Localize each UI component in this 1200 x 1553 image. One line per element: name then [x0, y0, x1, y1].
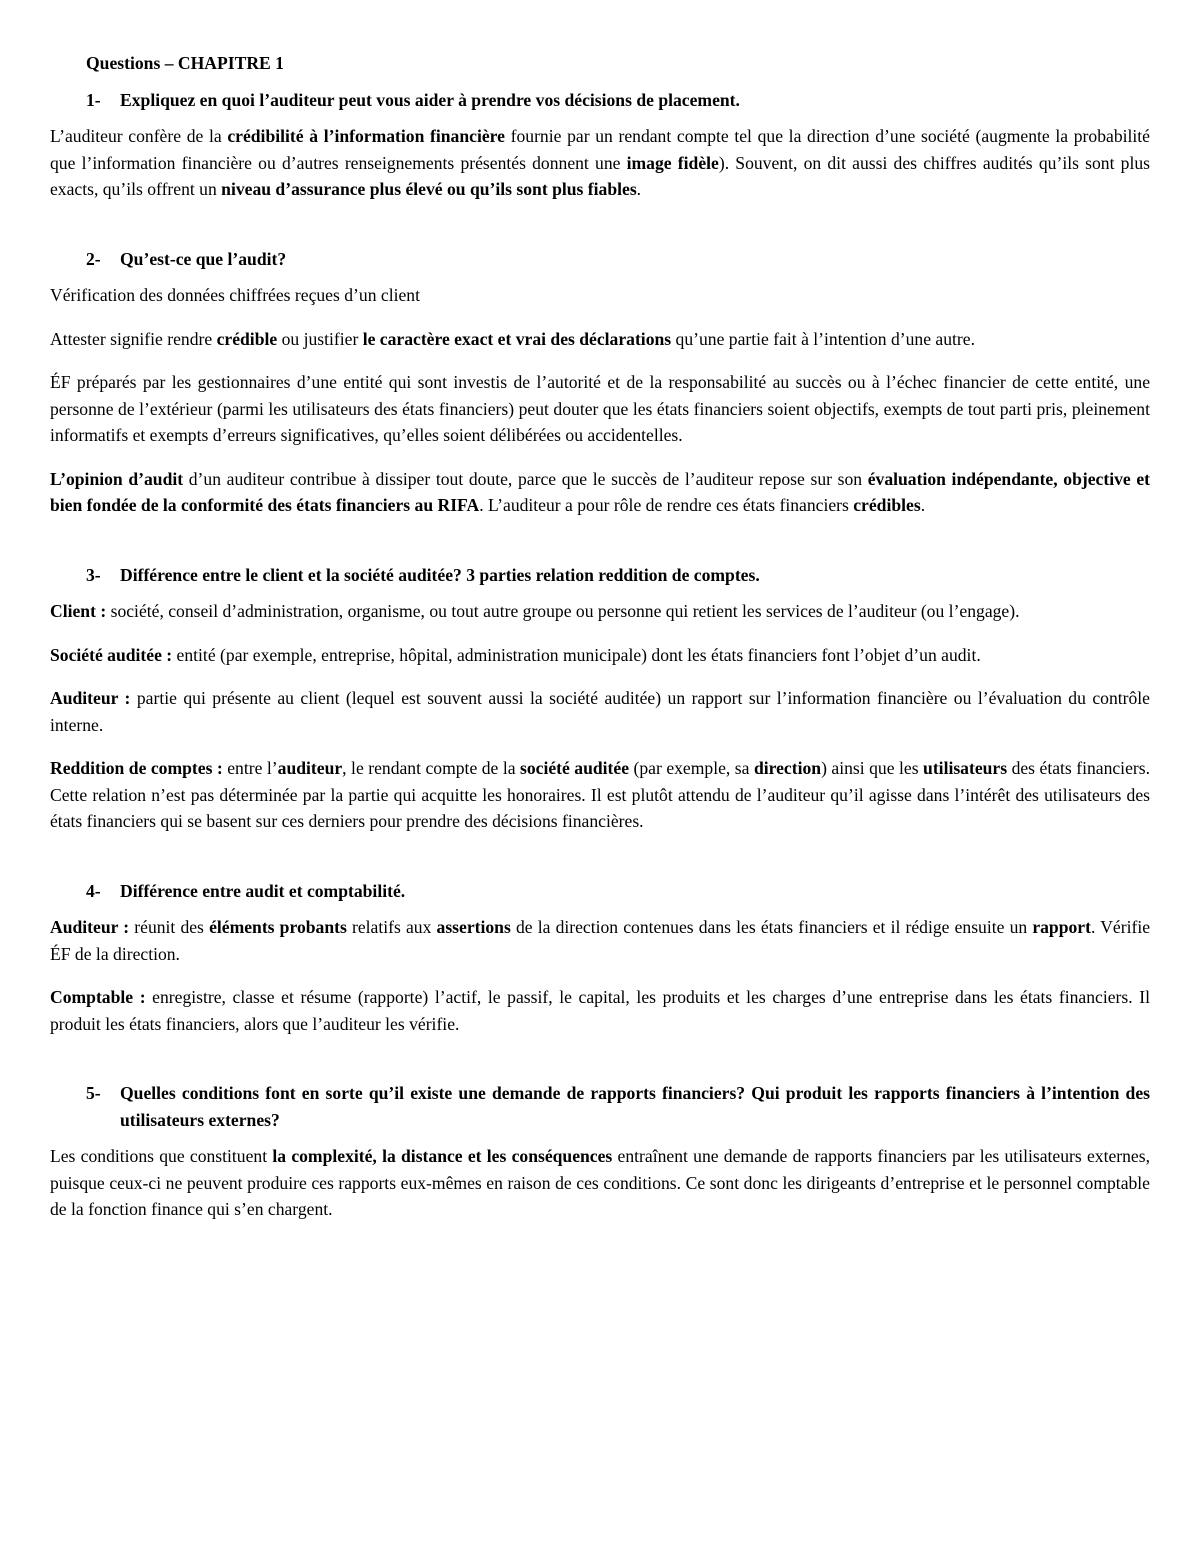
text-run: d’un auditeur contribue à dissiper tout doute, parce que le succès de l’auditeur repose sur son [183, 468, 868, 489]
question-number: 2- [86, 248, 101, 269]
question-heading [86, 1080, 1150, 1133]
text-run: (par exemple, sa [629, 758, 754, 778]
question-text: Quelles conditions font en sorte qu’il existe une demande de rapports financiers? Qui produit les rapports financiers à l’intention des utilisateurs externes? [120, 1083, 1150, 1130]
text-run: . [636, 179, 642, 199]
bold-text: évaluation indépendante, objective et bien fondée de la conformité des états financiers au RIFA [50, 468, 1151, 515]
question-number: 5- [86, 1083, 101, 1103]
section-spacer [50, 852, 1150, 878]
text-run: Attester signifie rendre [50, 328, 217, 349]
question-text: Qu’est-ce que l’audit? [120, 248, 287, 269]
bold-text: éléments probants [209, 917, 347, 937]
text-run: qu’une partie fait à l’intention d’une autre. [671, 328, 975, 349]
text-run: ) ainsi que les [821, 758, 924, 778]
section-spacer [50, 220, 1150, 246]
text-run: , le rendant compte de la [342, 758, 520, 778]
bold-text: rapport [1032, 917, 1091, 937]
text-run: . Vérifie ÉF de la direction. [50, 917, 1151, 964]
text-run: enregistre, classe et résume (rapporte) l’actif, le passif, le capital, les produits et les charges d’une entreprise dans les états financiers. Il produit les états financiers, alors que l’auditeur les vérifie. [50, 987, 1151, 1034]
bold-text: crédibles [853, 495, 921, 515]
text-run: ou justifier [277, 328, 363, 349]
answer-paragraph [50, 123, 1150, 203]
bold-text: Reddition de comptes : [50, 758, 223, 778]
question-heading [86, 87, 1150, 114]
bold-text: utilisateurs [923, 758, 1008, 778]
text-run: ÉF préparés par les gestionnaires d’une entité qui sont investis de l’autorité et de la responsabilité au succès ou à l’échec financier de cette entité, une personne de l’extérieur (parmi les utilisateurs des états financiers) peut douter que les états financiers soient objectifs, exempts de tout parti pris, pleinement informatifs et exempts d’erreurs significatives, qu’elles soient délibérées ou accidentelles. [50, 372, 1150, 445]
answer-paragraph [50, 1143, 1150, 1223]
text-run: entité (par exemple, entreprise, hôpital, administration municipale) dont les états financiers font l’objet d’un audit. [172, 644, 981, 665]
question-heading [86, 878, 1150, 905]
question-number: 1- [86, 89, 101, 110]
text-run: . L’auditeur a pour rôle de rendre ces états financiers [479, 495, 854, 515]
bold-text: Comptable : [50, 987, 146, 1007]
answer-paragraph [50, 282, 1150, 309]
text-run: fournie par un rendant compte tel que la direction d’une société (augmente la probabilité que l’information financière ou d’autres renseignements présentés donnent une [50, 126, 1150, 173]
bold-text: Auditeur : [50, 688, 131, 708]
question-text: Expliquez en quoi l’auditeur peut vous aider à prendre vos décisions de placement. [120, 89, 740, 110]
question-number: 3- [86, 564, 101, 585]
answer-paragraph [50, 369, 1150, 449]
answer-paragraph [50, 642, 1150, 669]
answer-paragraph [50, 914, 1150, 967]
text-run: Vérification des données chiffrées reçues d’un client [50, 285, 420, 305]
bold-text: niveau d’assurance plus élevé ou qu’ils sont plus fiables [221, 179, 637, 199]
answer-paragraph [50, 598, 1150, 625]
bold-text: Société auditée : [50, 644, 173, 665]
answer-paragraph [50, 685, 1150, 738]
question-heading [86, 246, 1150, 273]
text-run: société, conseil d’administration, organisme, ou tout autre groupe ou personne qui retient les services de l’auditeur (ou l’engage). [106, 601, 1020, 621]
question-text: Différence entre le client et la société auditée? 3 parties relation reddition de comptes. [120, 564, 760, 585]
text-run: entre l’ [222, 758, 278, 778]
bold-text: crédible [216, 328, 278, 349]
text-run: réunit des [129, 917, 210, 937]
section-spacer [50, 1054, 1150, 1080]
question-number: 4- [86, 880, 101, 901]
text-run: ). Souvent, on dit aussi des chiffres audités qu’ils sont plus exacts, qu’ils offrent un [50, 152, 1151, 199]
answer-paragraph [50, 466, 1150, 519]
text-run: des états financiers. Cette relation n’est pas déterminée par la partie qui acquitte les honoraires. Il est plutôt attendu de l’auditeur qu’il agisse dans l’intérêt des utilisateurs des états financiers qui se basent sur ces derniers pour prendre des décisions financières. [50, 758, 1150, 831]
section-spacer [50, 536, 1150, 562]
bold-text: la complexité, la distance et les conséquences [272, 1146, 613, 1166]
text-run: . [920, 495, 926, 515]
bold-text: Auditeur : [50, 917, 130, 937]
bold-text: image fidèle [626, 152, 719, 173]
text-run: L’auditeur confère de la [50, 126, 228, 146]
answer-paragraph [50, 755, 1150, 835]
text-run: Les conditions que constituent [50, 1146, 273, 1166]
text-run: entraînent une demande de rapports financiers par les utilisateurs externes, puisque ceux-ci ne peuvent produire ces rapports eux-mêmes en raison de ces conditions. Ce sont donc les dirigeants d’entreprise et le personnel comptable de la fonction finance qui s’en chargent. [50, 1146, 1150, 1219]
document-body [50, 87, 1150, 1223]
answer-paragraph [50, 984, 1150, 1037]
bold-text: L’opinion d’audit [50, 468, 184, 489]
bold-text: direction [753, 758, 822, 778]
question-heading [86, 562, 1150, 589]
bold-text: le caractère exact et vrai des déclarations [362, 328, 672, 349]
question-text: Différence entre audit et comptabilité. [120, 880, 406, 901]
bold-text: auditeur [277, 758, 343, 778]
text-run: de la direction contenues dans les états financiers et il rédige ensuite un [510, 917, 1033, 937]
document-title: Questions – CHAPITRE 1 [86, 53, 284, 73]
bold-text: assertions [436, 917, 511, 937]
text-run: relatifs aux [346, 917, 437, 937]
bold-text: crédibilité à l’information financière [227, 126, 505, 146]
answer-paragraph [50, 326, 1150, 353]
bold-text: société auditée [520, 758, 630, 778]
text-run: partie qui présente au client (lequel est souvent aussi la société auditée) un rapport sur l’information financière ou l’évaluation du contrôle interne. [50, 688, 1150, 735]
bold-text: Client : [50, 601, 107, 621]
